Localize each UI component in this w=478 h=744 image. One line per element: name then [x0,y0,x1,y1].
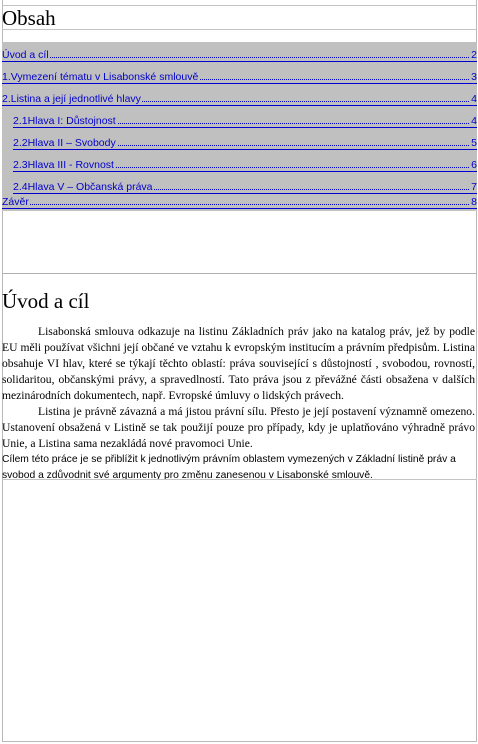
toc-entry-page: 6 [471,159,477,171]
toc-underline [2,61,477,62]
paragraph: Lisabonská smlouva odkazuje na listinu Základních práv jako na katalog práv, jež by podle EU měli používat všichni její občané ve vztahu k evropským institucím a právním předpisům. Listina obsahuje VI hlav, které se týkají těchto oblastí: práva související s důstojností , svobodou, rovností, solidaritou, občanskými právy, a spravedlností. Tato práva jsou z převážné části obsažena v dalších mezinárodních dokumentech, např. Evropské úmluvy o lidských právech. [2,325,475,402]
section-body [2,324,475,484]
paragraph: Listina je právně závazná a má jistou právní sílu. Přesto je její postavení významně omezeno. Ustanovení obsažená v Listině se tak použijí pouze pro případy, kdy je uplatňováno výhradně právo Unie, a Listina sama nezakládá nové pravomoci Unie. [2,405,475,450]
toc-entry-label: 2.Listina a její jednotlivé hlavy [2,93,141,105]
paragraph: Cílem této práce je se přiblížit k jednotlivým právním oblastem vymezených v Základní listině práv a svobod a zdůvodnit své argumenty pro změnu zanesenou v Lisabonské smlouvě. [2,454,456,481]
toc-entry-label: Závěr [2,196,29,208]
toc-entry-label: Úvod a cíl [2,49,49,61]
section-heading: Úvod a cíl [2,289,90,313]
toc-title: Obsah [2,6,56,30]
toc-entry-page: 7 [471,181,477,193]
page-top-rule [2,5,477,6]
toc-underline [13,193,477,194]
toc-entry-page: 2 [471,49,477,61]
toc-leader [2,204,469,205]
toc-entry-label: 2.1Hlava I: Důstojnost [13,115,116,127]
toc-entry-label: 2.3Hlava III - Rovnost [13,159,114,171]
toc-entry-uvod[interactable] [2,42,477,64]
page-break-rule [2,273,477,274]
toc-entry-page: 3 [471,71,477,83]
toc-entry-vymezeni[interactable] [2,64,477,86]
toc-underline [13,149,477,150]
toc-entry-listina[interactable] [2,86,477,108]
table-of-contents [2,42,477,210]
toc-entry-zaver[interactable] [2,196,477,210]
toc-underline [13,171,477,172]
toc-underline [2,208,477,209]
toc-entry-label: 1.Vymezení tématu v Lisabonské smlouvě [2,71,199,83]
toc-entry-page: 4 [471,115,477,127]
toc-entry-hlava-1[interactable] [2,108,477,130]
toc-entry-page: 4 [471,93,477,105]
header-rule [2,29,477,30]
toc-bottom-rule [2,210,477,211]
toc-entry-page: 8 [471,196,477,208]
toc-entry-label: 2.4Hlava V – Občanská práva [13,181,153,193]
toc-entry-hlava-2[interactable] [2,130,477,152]
toc-underline [13,127,477,128]
toc-entry-page: 5 [471,137,477,149]
toc-entry-hlava-5[interactable] [2,174,477,196]
toc-entry-hlava-3[interactable] [2,152,477,174]
toc-entry-label: 2.2Hlava II – Svobody [13,137,116,149]
toc-leader [2,57,469,58]
toc-underline [2,105,477,106]
toc-underline [2,83,477,84]
section-end-rule [2,479,477,480]
